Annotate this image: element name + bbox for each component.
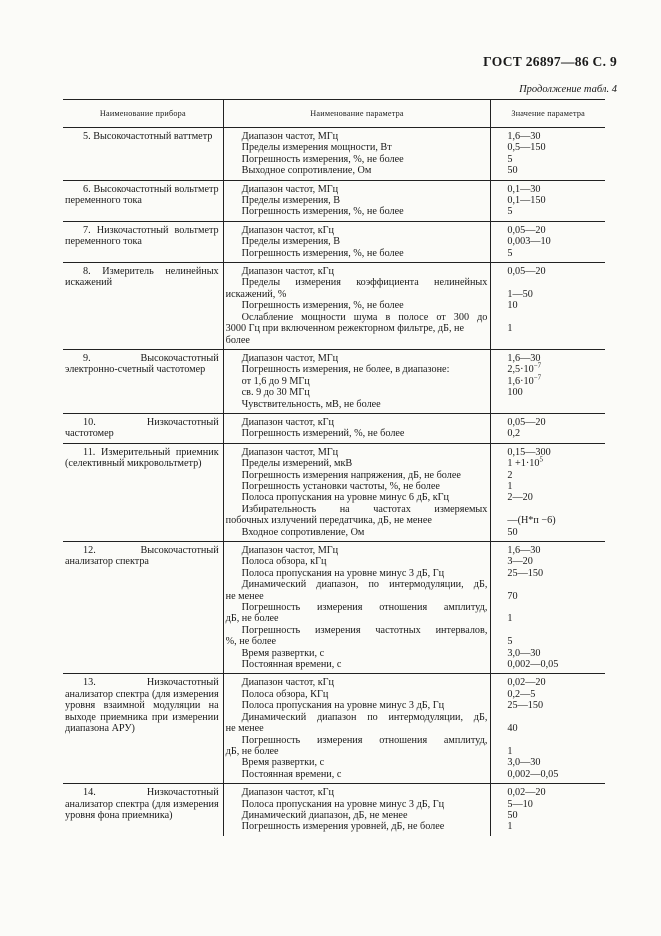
parameter-value-text: 0,05—20 <box>507 416 546 428</box>
parameter-name: Погрешность измерения уровней, дБ, не более <box>241 821 445 833</box>
parameter-name: Диапазон частот, кГц <box>241 266 334 278</box>
value-spacer <box>507 579 602 590</box>
value-cell <box>491 263 605 350</box>
value-cell <box>491 413 605 443</box>
value-spacer <box>507 312 602 323</box>
parameter-value <box>507 515 602 526</box>
device-name: 7. Низкочастотный вольтметр переменного тока <box>63 221 223 262</box>
parameter-name-continuation: не менее <box>225 723 264 735</box>
parameter-value-text: 1 <box>507 613 513 625</box>
parameter-value-text: 1,6—30 <box>507 131 541 142</box>
parameter-cell <box>223 674 491 784</box>
parameter-name: Динамический диапазон, дБ, не менее <box>241 809 408 821</box>
parameter-value-text: 0,15—300 <box>507 446 551 458</box>
parameter-value-text: 2—20 <box>507 492 533 504</box>
parameter-value <box>507 373 602 387</box>
parameter-name: Динамический диапазон по интермодуляции, дБ, <box>241 711 488 723</box>
parameter-value-text: 5—10 <box>507 798 533 810</box>
parameter-name: Время развертки, с <box>241 647 325 659</box>
parameter-cell <box>223 542 491 674</box>
parameter-name: Полоса пропускания на уровне минус 3 дБ, Гц <box>241 798 445 810</box>
parameter-value-text: 0,002—0,05 <box>507 768 559 780</box>
parameter-name: Диапазон частот, МГц <box>241 446 339 458</box>
parameter-name: Входное сопротивление, Ом <box>241 526 365 538</box>
parameter-name-continuation: 3000 Гц при включенном режекторном фильтре, дБ, не более <box>225 323 465 346</box>
table-body <box>63 128 605 836</box>
parameter-name: Полоса обзора, КГц <box>241 688 329 700</box>
parameter-value <box>507 323 602 334</box>
parameter-cell <box>223 180 491 221</box>
parameter-value <box>507 447 602 458</box>
parameter-name: Диапазон частот, кГц <box>241 677 334 689</box>
parameter-value-text: 0,2 <box>507 428 521 440</box>
parameter-value-text: 50 <box>507 809 518 821</box>
table-row <box>63 542 605 674</box>
parameter-value <box>507 455 602 470</box>
parameter-name: Диапазон частот, МГц <box>241 131 339 142</box>
parameter-value <box>507 545 602 556</box>
table-row <box>63 349 605 413</box>
parameter-value <box>507 361 602 376</box>
device-name: 13. Низкочастотный анализатор спектра (для измерения уровня взаимной модуляции на выходе приемника при измерении диапазона АРУ) <box>63 674 223 784</box>
parameter-value <box>507 131 602 142</box>
parameter-name: св. 9 до 30 МГц <box>241 387 310 399</box>
parameter-name: Погрешность измерения, не более, в диапазоне: <box>241 364 450 376</box>
value-spacer <box>507 735 602 746</box>
table-row <box>63 180 605 221</box>
parameter-value <box>507 492 602 503</box>
value-spacer <box>507 712 602 723</box>
parameter-value-text: —(Н*п −6) <box>507 515 556 527</box>
parameter-name: Погрешность измерения, %, не более <box>241 153 404 165</box>
parameter-value-text: 1,6—30 <box>507 352 541 364</box>
parameter-name: Полоса обзора, кГц <box>241 556 327 568</box>
parameter-value <box>507 206 602 217</box>
column-header-value: Значение параметра <box>491 100 605 128</box>
parameter-name: Погрешность установки частоты, %, не более <box>241 480 440 492</box>
parameter-value <box>507 236 602 247</box>
device-name: 10. Низкочастотный частотомер <box>63 413 223 443</box>
parameter-value <box>507 266 602 277</box>
parameter-name-continuation: побочных излучений передатчика, дБ, не менее <box>225 515 432 527</box>
table-row <box>63 443 605 541</box>
parameter-value <box>507 689 602 700</box>
parameter-name: Пределы измерения коэффициента нелинейных <box>241 277 488 289</box>
parameter-cell <box>223 128 491 181</box>
parameter-value <box>507 417 602 428</box>
parameter-value-text: 1—50 <box>507 288 533 300</box>
parameter-value <box>507 154 602 165</box>
parameter-name: Чувствительность, мВ, не более <box>241 398 381 410</box>
parameter-value-text: 40 <box>507 723 518 735</box>
value-spacer <box>507 602 602 613</box>
parameter-value <box>507 700 602 711</box>
parameter-value <box>507 184 602 195</box>
parameter-cell <box>223 784 491 836</box>
table-row <box>63 413 605 443</box>
page-header: ГОСТ 26897—86 С. 9 <box>483 54 617 69</box>
parameter-value <box>507 568 602 579</box>
parameter-name: Полоса пропускания на уровне минус 3 дБ, Гц <box>241 700 445 712</box>
parameter-value <box>507 225 602 236</box>
value-cell <box>491 221 605 262</box>
parameter-name: Погрешность измерения, %, не более <box>241 247 404 259</box>
parameter-name: Погрешность измерений, %, не более <box>241 428 405 440</box>
parameter-value-text: 25—150 <box>507 567 544 579</box>
parameter-value-text: 25—150 <box>507 700 544 712</box>
device-name: 11. Измерительный приемник (селективный микровольтметр) <box>63 443 223 541</box>
parameter-name: Диапазон частот, МГц <box>241 183 339 195</box>
parameter-value-text: 0,2—5 <box>507 688 536 700</box>
table-row <box>63 784 605 836</box>
parameter-value <box>507 648 602 659</box>
table-row <box>63 263 605 350</box>
parameter-value-text: 3,0—30 <box>507 647 541 659</box>
parameter-name-continuation: искажений, % <box>225 288 287 300</box>
parameter-value <box>507 723 602 734</box>
parameter-name: Полоса пропускания на уровне минус 6 дБ, кГц <box>241 492 449 504</box>
parameter-value-text: 100 <box>507 387 523 399</box>
parameter-value-text: 0,05—20 <box>507 224 546 236</box>
parameter-name: Погрешность измерения отношения амплитуд, <box>241 734 488 746</box>
parameter-value <box>507 769 602 780</box>
parameter-value <box>507 387 602 398</box>
parameter-name: Погрешность измерения отношения амплитуд, <box>241 602 488 614</box>
parameter-value-text: 0,02—20 <box>507 677 546 689</box>
parameter-name: Полоса пропускания на уровне минус 3 дБ, Гц <box>241 567 445 579</box>
parameter-value-text: 1 <box>507 821 513 833</box>
parameter-value <box>507 659 602 670</box>
parameter-value <box>507 428 602 439</box>
parameter-value <box>507 591 602 602</box>
value-cell <box>491 349 605 413</box>
parameter-cell <box>223 221 491 262</box>
parameter-name: Погрешность измерения, %, не более <box>241 300 404 312</box>
value-spacer <box>507 625 602 636</box>
table-row <box>63 128 605 181</box>
parameter-value <box>507 810 602 821</box>
parameter-name: Пределы измерения мощности, Вт <box>241 142 392 154</box>
parameter-value <box>507 248 602 259</box>
parameter-value <box>507 165 602 176</box>
device-name: 14. Низкочастотный анализатор спектра (для измерения уровня фона приемника) <box>65 787 219 821</box>
parameter-value-text: 1 <box>507 480 513 492</box>
parameter-value-text: 5 <box>507 206 513 218</box>
parameter-value <box>507 613 602 624</box>
parameter-value-text: 1 +1·10 <box>507 458 540 470</box>
parameter-value-text: 10 <box>507 300 518 312</box>
parameter-name: Диапазон частот, кГц <box>241 224 334 236</box>
parameter-name: Диапазон частот, МГц <box>241 352 339 364</box>
value-cell <box>491 443 605 541</box>
parameter-name-continuation: дБ, не более <box>225 745 279 757</box>
parameter-value-text: 0,5—150 <box>507 142 546 154</box>
parameter-cell <box>223 263 491 350</box>
parameter-value <box>507 757 602 768</box>
device-name: 8. Измеритель нелинейных искажений <box>63 263 223 350</box>
parameter-value <box>507 527 602 538</box>
parameter-value-text: 2 <box>507 469 513 481</box>
parameter-value <box>507 799 602 810</box>
parameter-name: от 1,6 до 9 МГц <box>241 375 310 387</box>
parameter-value-exponent: −7 <box>533 361 542 370</box>
table-row <box>63 221 605 262</box>
parameter-name: Погрешность измерения, %, не более <box>241 206 404 218</box>
device-name: 5. Высокочастотный ваттметр <box>63 128 223 181</box>
parameter-name: Избирательность на частотах измеряемых <box>241 503 488 515</box>
parameter-name: Выходное сопротивление, Ом <box>241 165 372 177</box>
parameter-value-exponent: −7 <box>533 373 542 382</box>
value-spacer <box>507 277 602 288</box>
parameter-name: Пределы измерений, мкВ <box>241 458 353 470</box>
parameter-name: Пределы измерения, В <box>241 236 341 248</box>
column-header-device: Наименование прибора <box>63 100 223 128</box>
device-name: 6. Высокочастотный вольтметр переменного тока <box>63 180 223 221</box>
parameter-value-text: 1 <box>507 323 513 335</box>
parameter-name: Диапазон частот, кГц <box>241 787 334 799</box>
parameter-name: Время развертки, с <box>241 757 325 769</box>
value-cell <box>491 542 605 674</box>
parameter-value <box>507 636 602 647</box>
parameter-value-exponent: 5 <box>539 455 543 464</box>
table-row <box>63 674 605 784</box>
parameter-value-text: 2,5·10 <box>507 364 534 376</box>
parameter-name: Ослабление мощности шума в полосе от 300 до <box>241 311 488 323</box>
parameter-value <box>507 677 602 688</box>
parameter-cell <box>223 349 491 413</box>
parameter-name: Постоянная времени, с <box>241 768 342 780</box>
device-name: 9. Высокочастотный электронно-счетный частотомер <box>63 349 223 413</box>
table-header-row <box>63 100 605 128</box>
parameter-name: Погрешность измерения напряжения, дБ, не более <box>241 469 461 481</box>
parameter-name: Диапазон частот, МГц <box>241 545 339 556</box>
value-cell <box>491 784 605 836</box>
parameter-value-text: 1 <box>507 745 513 757</box>
instruments-table <box>63 99 605 836</box>
parameter-value <box>507 746 602 757</box>
parameter-name: Погрешность измерения частотных интервалов, <box>241 624 488 636</box>
table-continuation-label: Продолжение табл. 4 <box>519 84 617 95</box>
parameter-value <box>507 787 602 798</box>
parameter-value <box>507 556 602 567</box>
parameter-value-text: 50 <box>507 526 518 538</box>
parameter-value-text: 0,02—20 <box>507 787 546 799</box>
parameter-value-text: 70 <box>507 590 518 602</box>
parameter-cell <box>223 443 491 541</box>
parameter-value <box>507 300 602 311</box>
parameter-value <box>507 195 602 206</box>
parameter-value <box>507 481 602 492</box>
parameter-cell <box>223 413 491 443</box>
parameter-value-text: 0,1—150 <box>507 195 546 207</box>
parameter-value-text: 5 <box>507 247 513 259</box>
parameter-name: Пределы измерения, В <box>241 195 341 207</box>
parameter-value-text: 5 <box>507 636 513 648</box>
parameter-name-continuation: дБ, не более <box>225 613 279 625</box>
parameter-value <box>507 470 602 481</box>
value-cell <box>491 674 605 784</box>
value-cell <box>491 128 605 181</box>
value-cell <box>491 180 605 221</box>
parameter-name-continuation: не менее <box>225 590 264 602</box>
parameter-name: Диапазон частот, кГц <box>241 416 334 428</box>
device-name: 12. Высокочастотный анализатор спектра <box>63 542 223 674</box>
parameter-value-text: 0,05—20 <box>507 266 546 278</box>
parameter-value-text: 0,1—30 <box>507 183 541 195</box>
column-header-parameter: Наименование параметра <box>223 100 491 128</box>
parameter-value <box>507 142 602 153</box>
parameter-value-text: 0,003—10 <box>507 236 551 248</box>
parameter-name-continuation: %, не более <box>225 636 277 648</box>
parameter-value-text: 3—20 <box>507 556 533 568</box>
parameter-value <box>507 289 602 300</box>
parameter-value-text: 50 <box>507 165 518 177</box>
parameter-value-text: 3,0—30 <box>507 757 541 769</box>
parameter-value-text: 0,002—0,05 <box>507 659 559 671</box>
value-spacer <box>507 504 602 515</box>
parameter-value <box>507 821 602 832</box>
parameter-name: Динамический диапазон, по интермодуляции, дБ, <box>241 579 488 591</box>
parameter-value-text: 1,6·10 <box>507 375 534 387</box>
parameter-value <box>507 353 602 364</box>
parameter-value-text: 5 <box>507 153 513 165</box>
parameter-value-text: 1,6—30 <box>507 545 541 556</box>
parameter-name: Постоянная времени, с <box>241 659 342 671</box>
